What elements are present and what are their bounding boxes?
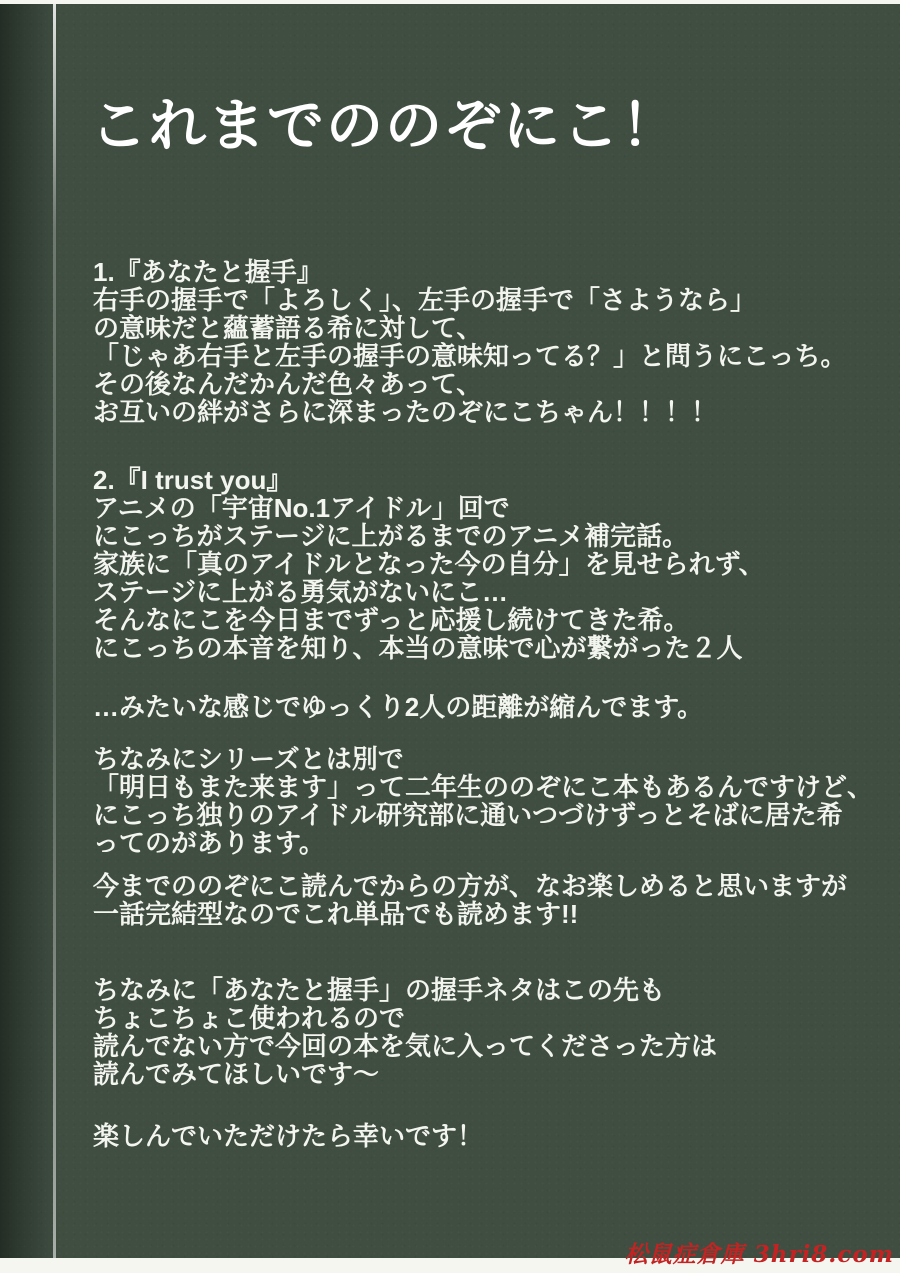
page-title: これまでののぞにこ！ <box>90 94 680 158</box>
text-line: 「じゃあ右手と左手の握手の意味知ってる？」と問うにこっち。 <box>93 341 847 371</box>
text-line: 2.『I trust you』 <box>93 465 293 495</box>
text-line: にこっちの本音を知り、本当の意味で心が繋がった２人 <box>93 633 743 663</box>
text-line: ちなみにシリーズとは別で <box>93 744 404 774</box>
text-line: …みたいな感じでゆっくり2人の距離が縮んでます。 <box>93 692 704 722</box>
section-episode-2-summary <box>93 466 886 662</box>
section-pace-note <box>93 693 886 721</box>
text-line: 読んでみてほしいです～ <box>93 1059 380 1089</box>
text-line: 楽しんでいただけたら幸いです！ <box>93 1121 484 1151</box>
section-handshake-gag-note <box>93 976 886 1088</box>
text-line: その後なんだかんだ色々あって、 <box>93 369 483 399</box>
text-line: 1.『あなたと握手』 <box>93 257 323 287</box>
text-line: ちなみに「あなたと握手」の握手ネタはこの先も <box>93 975 666 1005</box>
section-reading-order-note <box>93 872 886 928</box>
text-line: 読んでない方で今回の本を気に入ってくださった方は <box>93 1031 718 1061</box>
page-gutter-shadow <box>0 4 58 1258</box>
section-side-story-note <box>93 745 886 857</box>
text-line: そんなにこを今日までずっと応援し続けてきた希。 <box>93 605 690 635</box>
text-line: 家族に「真のアイドルとなった今の自分」を見せられず、 <box>93 549 765 579</box>
text-line: ってのがあります。 <box>93 828 325 858</box>
text-line: ステージに上がる勇気がないにこ… <box>93 577 508 607</box>
scanned-page-background <box>0 4 900 1258</box>
text-line: 「明日もまた来ます」って二年生ののぞにこ本もあるんですけど、 <box>93 772 874 802</box>
section-closing-message <box>93 1122 886 1150</box>
text-line: 右手の握手で「よろしく」、左手の握手で「さようなら」 <box>93 285 757 315</box>
text-line: にこっち独りのアイドル研究部に通いつづけずっとそばに居た希 <box>93 800 843 830</box>
text-line: アニメの「宇宙No.1アイドル」回で <box>93 493 510 523</box>
text-line: の意味だと蘊蓄語る希に対して、 <box>93 313 483 343</box>
text-line: 一話完結型なのでこれ単品でも読めます!! <box>93 899 579 929</box>
text-line: お互いの絆がさらに深まったのぞにこちゃん！！！！ <box>93 397 718 427</box>
text-line: ちょこちょこ使われるので <box>93 1003 406 1033</box>
page-gutter-highlight <box>53 4 56 1258</box>
text-line: 今までののぞにこ読んでからの方が、なお楽しめると思いますが <box>93 871 848 901</box>
section-episode-1-summary <box>93 258 886 426</box>
scanlation-watermark: 松鼠症倉庫 3hri8.com <box>624 1241 894 1268</box>
text-line: にこっちがステージに上がるまでのアニメ補完話。 <box>93 521 689 551</box>
